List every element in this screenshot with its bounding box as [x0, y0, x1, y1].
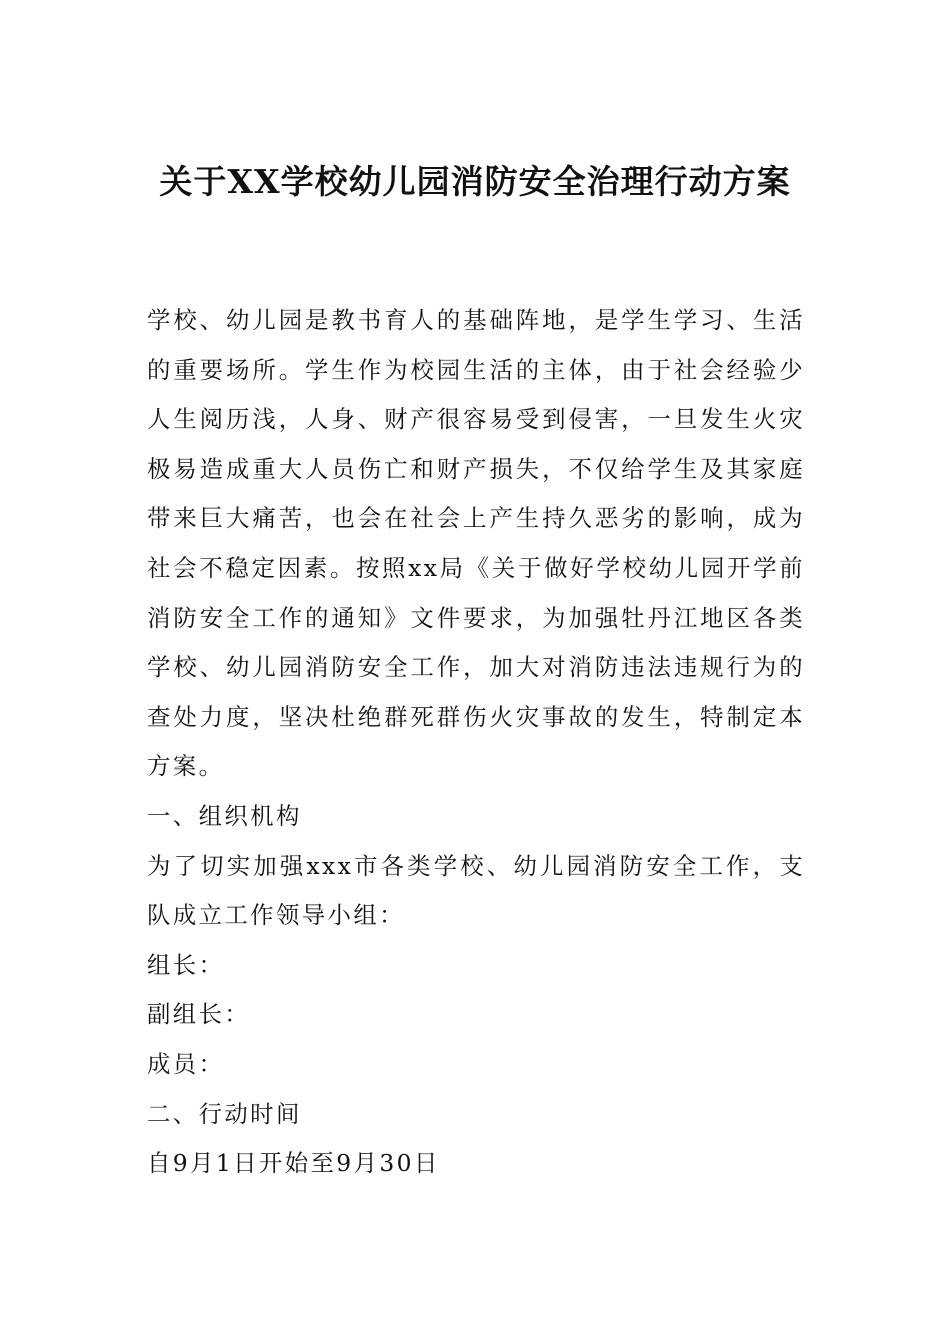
document-title: 关于XX学校幼儿园消防安全治理行动方案: [159, 162, 791, 201]
deputy-leader-line: 副组长：: [147, 1000, 251, 1029]
leader-line: 组长：: [147, 950, 225, 979]
organization-paragraph: 为了切实加强xxx市各类学校、幼儿园消防安全工作，支队成立工作领导小组：: [147, 851, 805, 930]
section-heading-organization: 一、组织机构: [147, 801, 302, 830]
members-line: 成员：: [147, 1049, 225, 1078]
schedule-paragraph: 自9月1日开始至9月30日: [147, 1149, 440, 1178]
document-body: [147, 296, 805, 1189]
intro-paragraph: 学校、幼儿园是教书育人的基础阵地，是学生学习、生活的重要场所。学生作为校园生活的主体，由于社会经验少人生阅历浅，人身、财产很容易受到侵害，一旦发生火灾极易造成重大人员伤亡和财产损失，不仅给学生及其家庭带来巨大痛苦，也会在社会上产生持久恶劣的影响，成为社会不稳定因素。按照xx局《关于做好学校幼儿园开学前消防安全工作的通知》文件要求，为加强牡丹江地区各类学校、幼儿园消防安全工作，加大对消防违法违规行为的查处力度，坚决杜绝群死群伤火灾事故的发生，特制定本方案。: [147, 306, 805, 781]
section-heading-schedule: 二、行动时间: [147, 1099, 302, 1128]
